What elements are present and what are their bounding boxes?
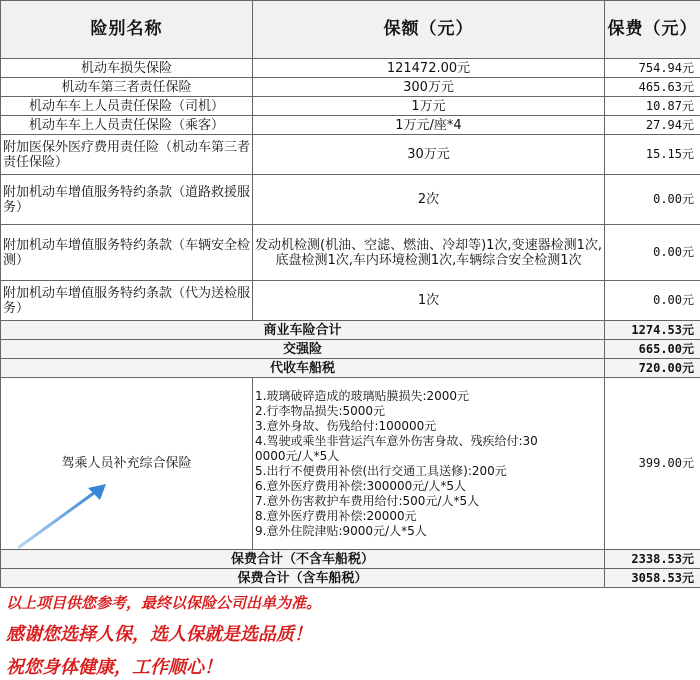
total-value: 1274.53元 [605,321,700,340]
coverage-name: 机动车第三者责任保险 [1,78,253,97]
coverage-amount: 1万元/座*4 [253,116,605,135]
header-name: 险别名称 [1,1,253,59]
coverage-premium: 0.00元 [605,175,700,225]
supplement-item: 3.意外身故、伤残给付:100000元 [255,418,437,433]
coverage-name: 附加机动车增值服务特约条款（车辆安全检测） [1,225,253,281]
supplement-item: 5.出行不便费用补偿(出行交通工具送修):200元 [255,463,507,478]
coverage-name: 机动车车上人员责任保险（乘客） [1,116,253,135]
note-wishes: 祝您身体健康，工作顺心！ [6,657,222,678]
supplement-item: 8.意外医疗费用补偿:20000元 [255,508,417,523]
supplement-items [253,378,605,550]
coverage-name: 机动车损失保险 [1,59,253,78]
total-row [1,340,700,359]
coverage-name: 附加医保外医疗费用责任险（机动车第三者责任保险） [1,135,253,175]
coverage-premium: 10.87元 [605,97,700,116]
coverage-amount: 2次 [253,175,605,225]
coverage-amount: 发动机检测(机油、空滤、燃油、冷却等)1次,变速器检测1次,底盘检测1次,车内环境检测1次,车辆综合安全检测1次 [253,225,605,281]
coverage-premium: 754.94元 [605,59,700,78]
note-reference: 以上项目供您参考，最终以保险公司出单为准。 [6,594,322,612]
total-row [1,321,700,340]
supplement-premium: 399.00元 [605,378,700,550]
supplement-name: 驾乘人员补充综合保险 [1,378,253,550]
coverage-amount: 1万元 [253,97,605,116]
supplement-item: 4.驾驶或乘坐非营运汽车意外伤害身故、残疾给付:30 [255,433,538,448]
coverage-premium: 15.15元 [605,135,700,175]
coverage-premium: 0.00元 [605,281,700,321]
grand-total-label: 保费合计（含车船税） [1,569,605,588]
table-row [1,281,700,321]
coverage-premium: 27.94元 [605,116,700,135]
grand-total-value: 2338.53元 [605,550,700,569]
total-label: 代收车船税 [1,359,605,378]
table-row [1,225,700,281]
grand-total-row [1,550,700,569]
coverage-amount: 121472.00元 [253,59,605,78]
header-premium: 保费（元） [605,1,700,59]
coverage-amount: 30万元 [253,135,605,175]
footer-notes [6,592,696,679]
total-value: 665.00元 [605,340,700,359]
total-row [1,359,700,378]
total-label: 商业车险合计 [1,321,605,340]
grand-total-value: 3058.53元 [605,569,700,588]
coverage-amount: 1次 [253,281,605,321]
coverage-name: 附加机动车增值服务特约条款（代为送检服务） [1,281,253,321]
table-header-row [1,1,700,59]
table-row [1,97,700,116]
coverage-premium: 465.63元 [605,78,700,97]
supplement-row [1,378,700,550]
supplement-item: 9.意外住院津贴:9000元/人*5人 [255,523,427,538]
total-label: 交强险 [1,340,605,359]
total-value: 720.00元 [605,359,700,378]
coverage-name: 机动车车上人员责任保险（司机） [1,97,253,116]
supplement-item: 7.意外伤害救护车费用给付:500元/人*5人 [255,493,480,508]
table-row [1,175,700,225]
header-amount: 保额（元） [253,1,605,59]
coverage-amount: 300万元 [253,78,605,97]
grand-total-label: 保费合计（不含车船税） [1,550,605,569]
note-thanks: 感谢您选择人保，选人保就是选品质！ [6,624,312,645]
coverage-premium: 0.00元 [605,225,700,281]
grand-total-row [1,569,700,588]
table-row [1,116,700,135]
table-row [1,59,700,78]
supplement-item: 1.玻璃破碎造成的玻璃贴膜损失:2000元 [255,388,470,403]
table-row [1,135,700,175]
supplement-item: 2.行李物品损失:5000元 [255,403,386,418]
supplement-item: 0000元/人*5人 [255,448,340,463]
supplement-item: 6.意外医疗费用补偿:300000元/人*5人 [255,478,466,493]
table-row [1,78,700,97]
coverage-name: 附加机动车增值服务特约条款（道路救援服务） [1,175,253,225]
